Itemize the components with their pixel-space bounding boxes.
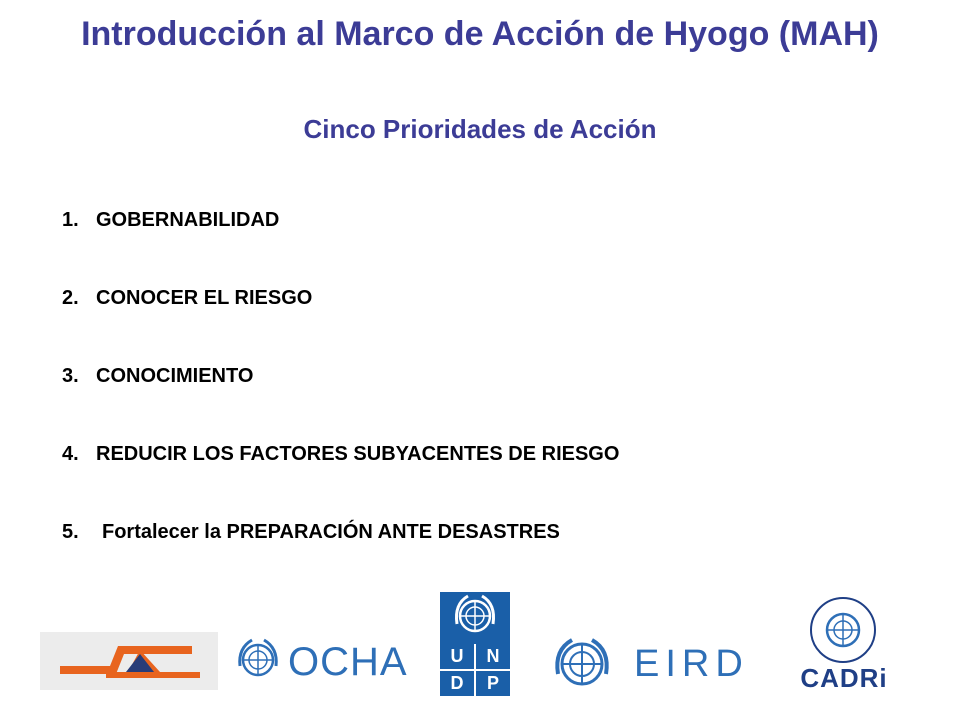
- hyogo-emblem-icon: [40, 632, 218, 690]
- un-emblem-icon: [440, 592, 510, 644]
- priority-number: 5.: [62, 521, 79, 543]
- un-emblem-icon: [232, 636, 284, 686]
- eird-wordmark: EIRD: [634, 643, 749, 685]
- priority-item-1: [62, 200, 922, 278]
- un-emblem-icon: [542, 636, 628, 692]
- hyogo-framework-logo: [40, 632, 218, 690]
- priority-item-5: [62, 512, 922, 590]
- undp-letter: P: [476, 671, 510, 696]
- priority-text-caps: PREPARACIÓN ANTE DESASTRES: [226, 521, 560, 543]
- undp-letter: N: [476, 644, 510, 669]
- priority-list: [62, 200, 922, 590]
- ocha-wordmark: OCHA: [288, 640, 408, 684]
- priority-text: REDUCIR LOS FACTORES SUBYACENTES DE RIESGO: [96, 443, 620, 465]
- priority-number: 1.: [62, 209, 79, 231]
- undp-logo: [440, 592, 510, 696]
- priority-text: CONOCIMIENTO: [96, 365, 254, 387]
- cadri-emblem-icon: [782, 592, 904, 664]
- slide-title: Introducción al Marco de Acción de Hyogo (MAH): [81, 15, 879, 53]
- undp-letter-grid: [440, 644, 510, 696]
- priority-text: [102, 512, 560, 552]
- cadri-logo: [782, 592, 904, 696]
- eird-logo: [542, 636, 764, 692]
- slide-subtitle: Cinco Prioridades de Acción: [303, 114, 657, 144]
- undp-letter: U: [440, 644, 474, 669]
- priority-item-3: [62, 356, 922, 434]
- priority-number: 4.: [62, 443, 79, 465]
- cadri-wordmark: CADRi: [800, 663, 888, 693]
- priority-text-plain: Fortalecer la: [102, 521, 227, 543]
- priority-item-4: [62, 434, 922, 512]
- priority-number: 2.: [62, 287, 79, 309]
- priority-item-2: [62, 278, 922, 356]
- undp-letter: D: [440, 671, 474, 696]
- ocha-logo: [232, 636, 412, 686]
- priority-number: 3.: [62, 365, 79, 387]
- priority-text: CONOCER EL RIESGO: [96, 287, 313, 309]
- priority-text: GOBERNABILIDAD: [96, 209, 280, 231]
